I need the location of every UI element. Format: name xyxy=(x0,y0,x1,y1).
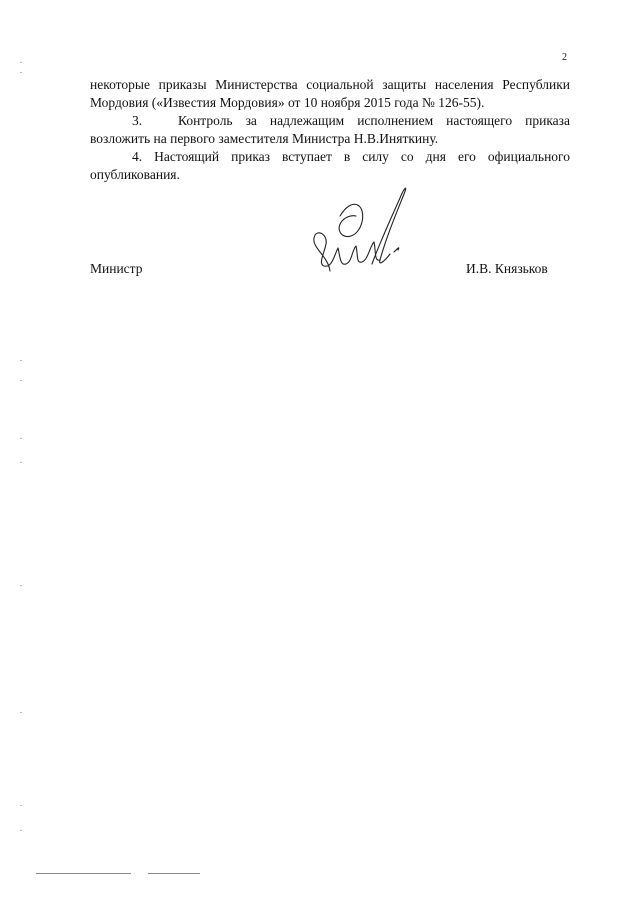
scan-mark xyxy=(20,830,22,831)
paragraph-3-text: Контроль за надлежащим исполнением настоящего приказа возложить на первого заместителя Министра Н.В.Иняткину. xyxy=(90,113,570,146)
page-number: 2 xyxy=(562,52,567,63)
paragraph-continuation: некоторые приказы Министерства социальной защиты населения Республики Мордовия («Известия Мордовия» от 10 ноября 2015 года № 126-55). xyxy=(90,77,570,110)
scan-mark xyxy=(20,585,22,586)
paragraph-4-text: 4. Настоящий приказ вступает в силу со дня его официального опубликования. xyxy=(90,149,570,182)
scan-mark xyxy=(20,462,22,463)
paragraph-3 xyxy=(90,112,570,148)
scan-mark xyxy=(20,712,22,713)
minister-name: И.В. Князьков xyxy=(466,261,548,276)
scan-mark xyxy=(20,805,22,806)
scan-mark xyxy=(20,380,22,381)
footer-rule xyxy=(148,873,200,874)
scan-mark xyxy=(20,360,22,361)
signature-image xyxy=(300,176,420,276)
scan-mark xyxy=(20,438,22,439)
scan-mark xyxy=(20,62,22,63)
paragraph-3-number: 3. xyxy=(132,113,143,128)
scan-mark xyxy=(20,72,22,73)
footer-rule xyxy=(36,873,131,874)
minister-title: Министр xyxy=(90,261,143,276)
